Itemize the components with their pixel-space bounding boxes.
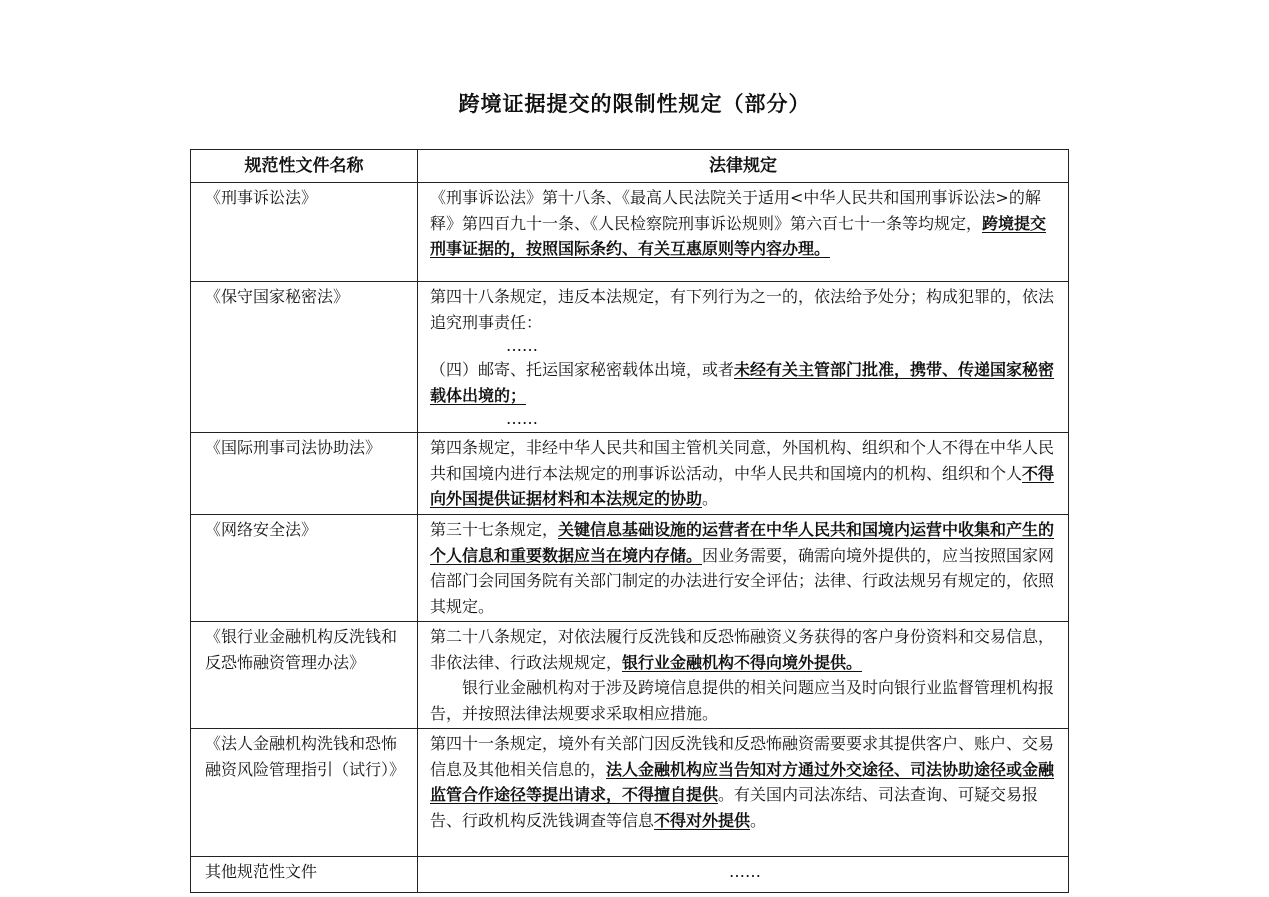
provision-emphasis: 未经有关主管部门批准，携带、传递国家秘密载体出境的；: [430, 360, 1055, 405]
provision-emphasis: 跨境提交刑事证据的，按照国际条约、有关互惠原则等内容办理。: [430, 213, 1047, 258]
legal-provision: [418, 183, 1069, 282]
provision-ellipsis: ……: [506, 336, 538, 355]
regulations-table: [190, 149, 1069, 893]
document-name: 《刑事诉讼法》: [191, 183, 418, 282]
provision-emphasis: 法人金融机构应当告知对方通过外交途径、司法协助途径或金融监管合作途径等提出请求，不得擅自提供: [430, 759, 1055, 804]
table-row: [191, 515, 1069, 622]
provision-emphasis: 银行业金融机构不得向境外提供。: [622, 652, 863, 672]
provision-text: 第三十七条规定，: [430, 520, 559, 539]
provision-emphasis: 关键信息基础设施的运营者在中华人民共和国境内运营中收集和产生的个人信息和重要数据应当在境内存储。: [430, 520, 1055, 565]
document-name: 《银行业金融机构反洗钱和反恐怖融资管理办法》: [191, 622, 418, 729]
document-name: 《网络安全法》: [191, 515, 418, 622]
legal-provision: [418, 622, 1069, 729]
page-title: 跨境证据提交的限制性规定（部分）: [458, 91, 811, 116]
provision-text: 因业务需要，确需向境外提供的，应当按照国家网信部门会同国务院有关部门制定的办法进行安全评估；法律、行政法规另有规定的，依照其规定。: [430, 545, 1055, 616]
provision-text: 银行业金融机构对于涉及跨境信息提供的相关问题应当及时向银行业监督管理机构报告，并按照法律法规要求采取相应措施。: [430, 678, 1055, 723]
legal-provision: [418, 515, 1069, 622]
header-document-name: 规范性文件名称: [191, 150, 418, 183]
provision-ellipsis: ……: [506, 409, 538, 428]
table-row: [191, 729, 1069, 857]
legal-provision: ……: [418, 857, 1069, 893]
provision-emphasis: 不得向外国提供证据材料和本法规定的协助: [430, 463, 1055, 508]
table-row: [191, 183, 1069, 282]
legal-provision: [418, 433, 1069, 515]
provision-text: 第二十八条规定，对依法履行反洗钱和反恐怖融资义务获得的客户身份资料和交易信息，非依法律、行政法规规定，: [430, 627, 1055, 672]
document-name: 《保守国家秘密法》: [191, 282, 418, 433]
document-name: 其他规范性文件: [191, 857, 418, 893]
provision-text: 第四条规定，非经中华人民共和国主管机关同意，外国机构、组织和个人不得在中华人民共和国境内进行本法规定的刑事诉讼活动，中华人民共和国境内的机构、组织和个人: [430, 438, 1055, 483]
provision-text: 。有关国内司法冻结、司法查询、可疑交易报告、行政机构反洗钱调查等信息: [430, 785, 1039, 830]
table-row: [191, 433, 1069, 515]
provision-text: （四）邮寄、托运国家秘密载体出境，或者: [430, 360, 735, 379]
table-header-row: [191, 150, 1069, 183]
table-row: [191, 857, 1069, 893]
legal-provision: [418, 729, 1069, 857]
table-row: [191, 282, 1069, 433]
provision-text: 第四十一条规定，境外有关部门因反洗钱和反恐怖融资需要要求其提供客户、账户、交易信息及其他相关信息的，: [430, 734, 1055, 779]
provision-emphasis: 不得对外提供: [654, 810, 751, 830]
document-name: 《法人金融机构洗钱和恐怖融资风险管理指引（试行）》: [191, 729, 418, 857]
provision-text: 。: [702, 489, 719, 508]
header-legal-provision: 法律规定: [418, 150, 1069, 183]
document-name: 《国际刑事司法协助法》: [191, 433, 418, 515]
provision-text: 。: [750, 810, 767, 830]
provision-text: 《刑事诉讼法》第十八条、《最高人民法院关于适用<中华人民共和国刑事诉讼法>的解释》第四百九十一条、《人民检察院刑事诉讼规则》第六百七十一条等均规定，: [430, 188, 1041, 233]
legal-provision: [418, 282, 1069, 433]
table-row: [191, 622, 1069, 729]
provision-text: 第四十八条规定，违反本法规定，有下列行为之一的，依法给予处分；构成犯罪的，依法追究刑事责任：: [430, 287, 1055, 332]
